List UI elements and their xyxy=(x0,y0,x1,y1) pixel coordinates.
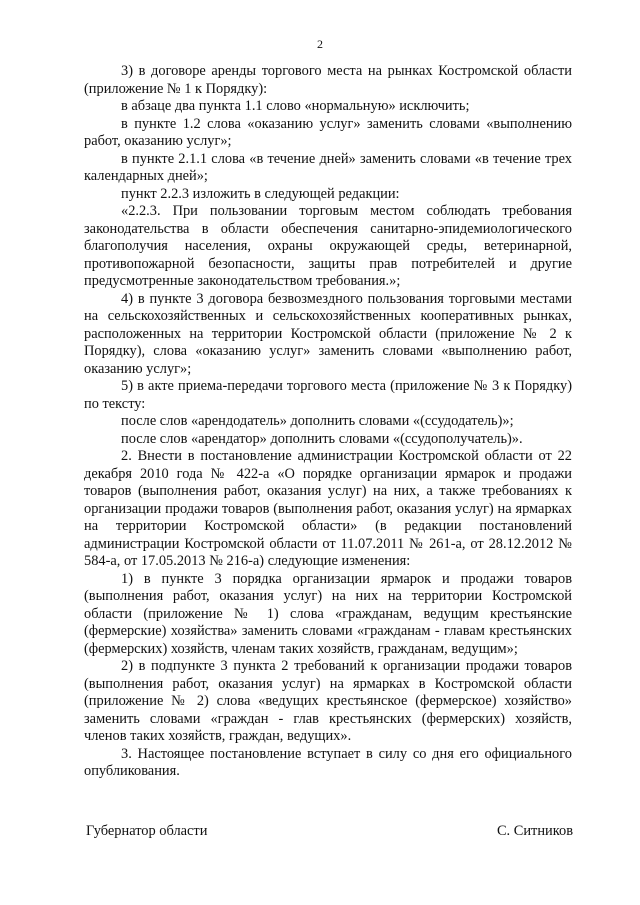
paragraph: 3. Настоящее постановление вступает в силу со дня его официального опубликования. xyxy=(84,745,572,779)
paragraph: «2.2.3. При пользовании торговым местом соблюдать требования законодательства в области обеспечения санитарно-эпидемиологического благополучия населения, охраны окружающей среды, ветеринарной, противопожарной безопасности, защиты прав потребителей и другие предусмотренные законодательством требования.»; xyxy=(84,203,572,289)
paragraph: пункт 2.2.3 изложить в следующей редакции: xyxy=(121,185,400,202)
paragraph: 2) в подпункте 3 пункта 2 требований к организации продажи товаров (выполнения работ, оказания услуг) на ярмарках в Костромской области (приложение № 2) слова «ведущих крестьянское (фермерское) хозяйство» заменить словами «граждан - глав крестьянских (фермерских) хозяйств, членов таких хозяйств, граждан, ведущих». xyxy=(84,658,572,744)
page-number: 2 xyxy=(317,37,323,51)
paragraph: 5) в акте приема-передачи торгового места (приложение № 3 к Порядку) по тексту: xyxy=(84,378,572,412)
paragraph: 4) в пункте 3 договора безвозмездного пользования торговыми местами на сельскохозяйственных и сельскохозяйственных кооперативных рынках, расположенных на территории Костромской области (приложение № 2 к Порядку), слова «оказанию услуг» заменить словами «выполнению работ, оказанию услуг»; xyxy=(84,290,572,377)
paragraph: в пункте 1.2 слова «оказанию услуг» заменить словами «выполнению работ, оказанию услуг»; xyxy=(84,115,572,149)
signatory-name: С. Ситников xyxy=(496,823,573,839)
paragraph: 3) в договоре аренды торгового места на рынках Костромской области (приложение № 1 к Порядку): xyxy=(84,63,572,97)
paragraph: после слов «арендатор» дополнить словами «(ссудополучатель)». xyxy=(121,430,523,447)
signatory-position: Губернатор области xyxy=(86,823,208,839)
paragraph: после слов «арендодатель» дополнить словами «(ссудодатель)»; xyxy=(121,413,514,429)
paragraph: 1) в пункте 3 порядка организации ярмарок и продажи товаров (выполнения работ, оказания услуг) на них на территории Костромской области (приложение № 1) слова «гражданам, ведущим крестьянские (фермерские) хозяйства» заменить словами «гражданам - главам крестьянских (фермерских) хозяйств, членам таких хозяйств, гражданам, ведущим»; xyxy=(84,570,572,657)
document-body xyxy=(84,63,572,781)
signature-block xyxy=(86,823,573,840)
paragraph: в абзаце два пункта 1.1 слово «нормальную» исключить; xyxy=(121,98,470,114)
paragraph: в пункте 2.1.1 слова «в течение дней» заменить словами «в течение трех календарных дней»; xyxy=(84,150,572,184)
paragraph: 2. Внести в постановление администрации Костромской области от 22 декабря 2010 года № 422-а «О порядке организации ярмарок и продажи товаров (выполнения работ, оказания услуг) на них, а также требованиях к организации продажи товаров (выполнения работ, оказания услуг) на ярмарках на территории Костромской области» (в редакции постановлений администрации Костромской области от 11.07.2011 № 261-а, от 28.12.2012 № 584-а, от 17.05.2013 № 216-а) следующие изменения: xyxy=(84,448,572,569)
